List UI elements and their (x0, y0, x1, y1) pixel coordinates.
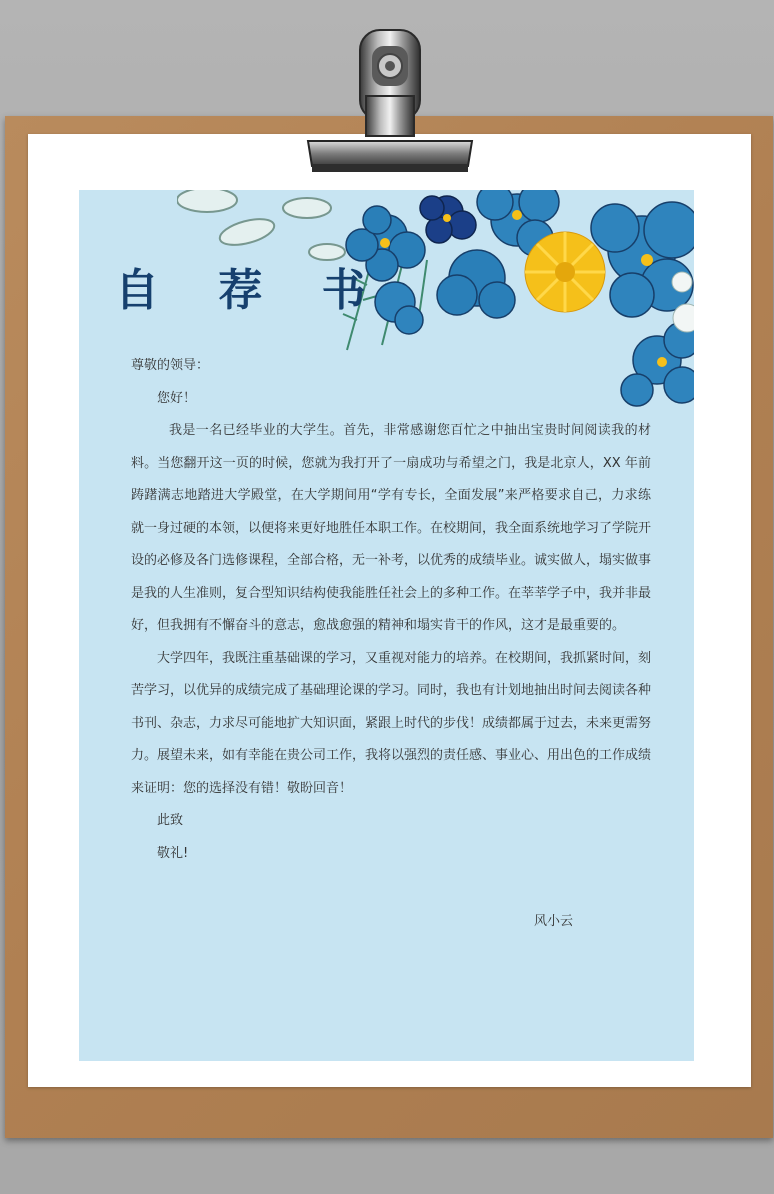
binder-clip-icon (300, 26, 480, 178)
salutation: 尊敬的领导： (131, 358, 210, 373)
letter-sheet (79, 190, 694, 1061)
page-title: 自 荐 书 (115, 265, 388, 316)
signature: 风小云 (534, 914, 574, 929)
letter-body (131, 350, 651, 870)
closing-line-2: 敬礼! (157, 845, 189, 861)
paragraph-2: 大学四年，我既注重基础课的学习，又重视对能力的培养。在校期间，我抓紧时间，刻苦学习，以优异的成绩完成了基础理论课的学习。同时，我也有计划地抽出时间去阅读各种书刊、杂志，力求尽可能地扩大知识面，紧跟上时代的步伐！成绩都属于过去，未来更需努力。展望未来，如有幸能在贵公司工作，我将以强烈的责任感、事业心、用出色的工作成绩来证明：您的选择没有错！敬盼回音！ (131, 650, 652, 796)
paragraph-1: 我是一名已经毕业的大学生。首先，非常感谢您百忙之中抽出宝贵时间阅读我的材料。当您翻开这一页的时候，您就为我打开了一扇成功与希望之门，我是北京人，XX 年前踌躇满志地踏进大学殿堂，在大学期间用“学有专长，全面发展”来严格要求自己，力求练就一身过硬的本领，以便将来更好地胜任本职工作。在校期间，我全面系统地学习了学院开设的必修及各门选修课程，全部合格，无一补考，以优秀的成绩毕业。诚实做人，塌实做事是我的人生准则，复合型知识结构使我能胜任社会上的多种工作。在莘莘学子中，我并非最好，但我拥有不懈奋斗的意志，愈战愈强的精神和塌实肯干的作风，这才是最重要的。 (131, 423, 652, 633)
closing-line-1: 此致 (157, 813, 184, 828)
greeting: 您好！ (157, 390, 197, 406)
